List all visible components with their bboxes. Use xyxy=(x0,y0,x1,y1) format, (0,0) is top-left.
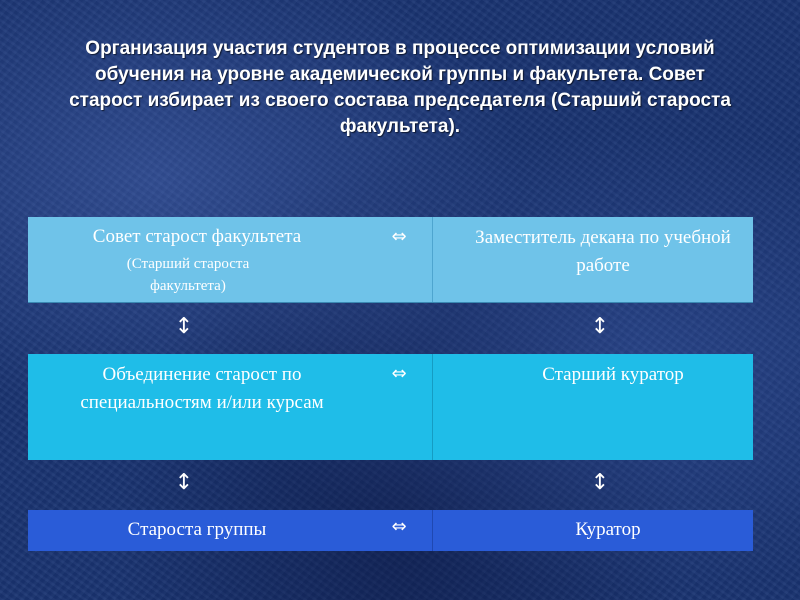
hierarchy-row-faculty xyxy=(28,217,753,303)
cell-group-head xyxy=(28,510,366,551)
cell-senior-curator xyxy=(432,354,753,460)
group-head-label: Староста группы xyxy=(127,519,267,540)
student-council-label: Совет старост факультета xyxy=(92,226,302,247)
slide-title: Организация участия студентов в процессе оптимизации условий обучения на уровне академической группы и факультета. Совет старост избирает из своего состава председателя (Старший староста факультета). xyxy=(69,38,731,137)
vertical-arrow-icon: ↕ xyxy=(174,470,194,495)
student-council-sublabel: (Старший староста факультета) xyxy=(126,256,250,294)
cell-arrow xyxy=(366,510,432,551)
cell-student-council xyxy=(28,217,366,302)
vertical-arrow-icon: ↕ xyxy=(590,314,610,339)
hierarchy-row-group xyxy=(28,510,753,551)
cell-arrow xyxy=(366,217,432,302)
vertical-arrow-icon: ↕ xyxy=(590,470,610,495)
cell-deputy-dean xyxy=(432,217,753,302)
bidirectional-arrow-icon: ⇔ xyxy=(391,226,407,247)
deputy-dean-label: Заместитель декана по учебной работе xyxy=(475,227,731,276)
vertical-arrow-icon: ↕ xyxy=(174,314,194,339)
curator-label: Куратор xyxy=(575,519,641,540)
senior-curator-label: Старший куратор xyxy=(542,364,684,385)
bidirectional-arrow-icon: ⇔ xyxy=(391,363,407,384)
cell-arrow xyxy=(366,354,432,460)
specialty-union-label: Объединение старост по специальностям и/или курсам xyxy=(80,364,324,413)
bidirectional-arrow-icon: ⇔ xyxy=(391,516,407,537)
cell-curator xyxy=(432,510,753,551)
cell-specialty-union xyxy=(28,354,366,460)
hierarchy-row-specialty xyxy=(28,354,753,460)
